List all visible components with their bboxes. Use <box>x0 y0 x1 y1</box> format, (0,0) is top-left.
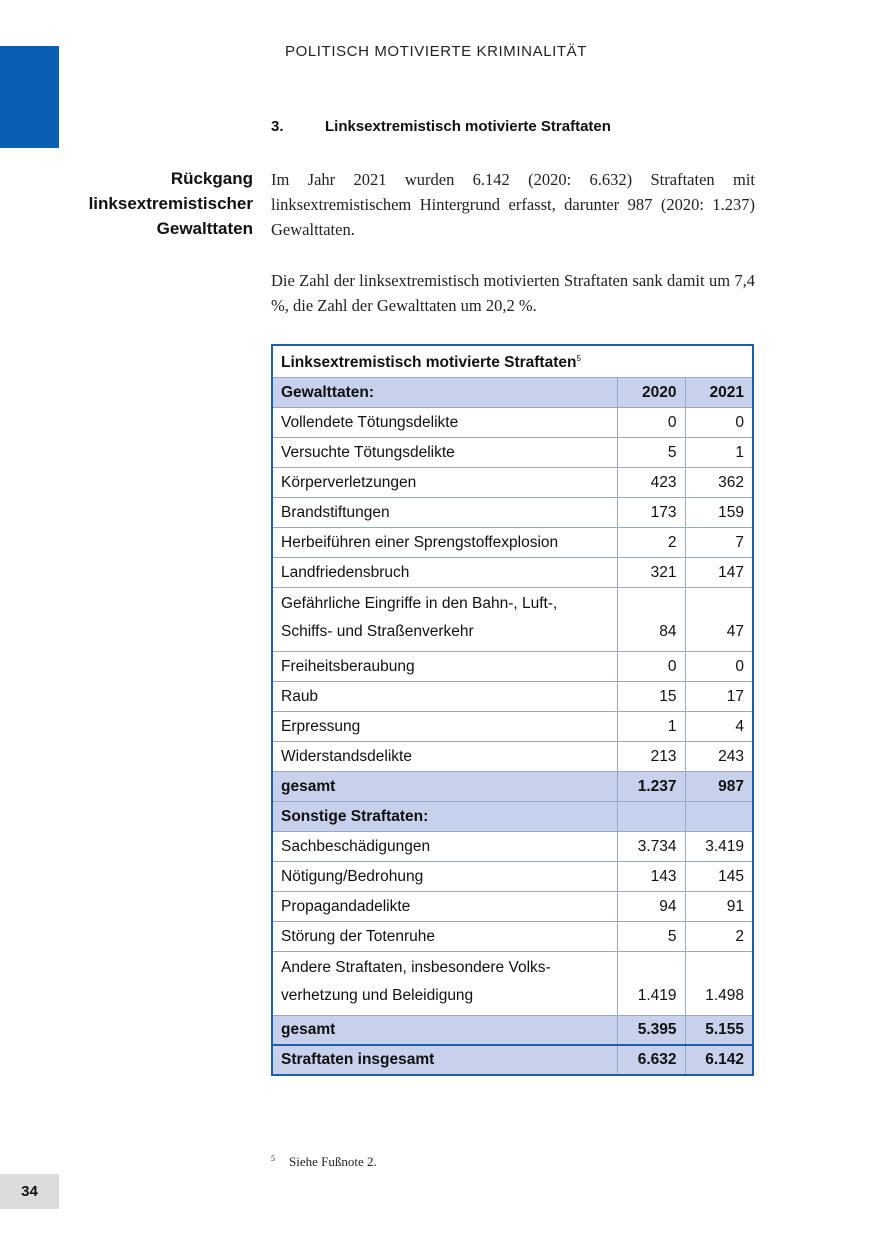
value-2021: 1.498 <box>685 951 753 1015</box>
row-label <box>272 951 617 1015</box>
table-row <box>272 921 753 951</box>
row-label-line: verhetzung und Beleidigung <box>281 986 474 1004</box>
row-label: Straftaten insgesamt <box>272 1045 617 1075</box>
table-row <box>272 861 753 891</box>
table-row <box>272 711 753 741</box>
column-header-2020: 2020 <box>617 377 685 407</box>
row-label: Landfriedensbruch <box>272 557 617 587</box>
footnote-reference: 5 <box>576 353 581 363</box>
value-2021: 1 <box>685 437 753 467</box>
value-2020: 321 <box>617 557 685 587</box>
section-number: 3. <box>271 118 284 135</box>
row-label: Brandstiftungen <box>272 497 617 527</box>
table-row <box>272 587 753 651</box>
value-2020: 0 <box>617 407 685 437</box>
empty-header-cell <box>685 801 753 831</box>
row-label: Versuchte Tötungsdelikte <box>272 437 617 467</box>
body-paragraph: Im Jahr 2021 wurden 6.142 (2020: 6.632) Straftaten mit linksextremistischem Hintergrund erfasst, darunter 987 (2020: 1.237) Gewalttaten. <box>271 170 755 239</box>
row-label: Körperverletzungen <box>272 467 617 497</box>
row-label-line: Gefährliche Eingriffe in den Bahn-, Luft-, <box>281 594 558 612</box>
value-2020: 5 <box>617 921 685 951</box>
value-2021: 91 <box>685 891 753 921</box>
row-label-line: Schiffs- und Straßenverkehr <box>281 622 474 640</box>
row-label: Störung der Totenruhe <box>272 921 617 951</box>
value-2020: 94 <box>617 891 685 921</box>
page-number: 34 <box>0 1174 59 1209</box>
subtotal-row <box>272 771 753 801</box>
chapter-color-tab <box>0 46 59 148</box>
row-label: gesamt <box>272 771 617 801</box>
value-2021: 147 <box>685 557 753 587</box>
margin-note <box>53 166 253 241</box>
footnote <box>271 1154 377 1170</box>
value-2021: 6.142 <box>685 1045 753 1075</box>
value-2021: 17 <box>685 681 753 711</box>
table-row <box>272 497 753 527</box>
value-2020: 173 <box>617 497 685 527</box>
value-2020: 213 <box>617 741 685 771</box>
row-label-line: Andere Straftaten, insbesondere Volks- <box>281 958 551 976</box>
running-head: POLITISCH MOTIVIERTE KRIMINALITÄT <box>284 43 588 60</box>
row-label: gesamt <box>272 1015 617 1045</box>
row-label: Widerstandsdelikte <box>272 741 617 771</box>
value-2020: 0 <box>617 651 685 681</box>
value-2020: 1.237 <box>617 771 685 801</box>
grand-total-row <box>272 1045 753 1075</box>
value-2021: 987 <box>685 771 753 801</box>
body-paragraph: Die Zahl der linksextremistisch motivierten Straftaten sank damit um 7,4 %, die Zahl der Gewalttaten um 20,2 %. <box>271 271 755 315</box>
subtotal-row <box>272 1015 753 1045</box>
table-row <box>272 407 753 437</box>
value-2021: 243 <box>685 741 753 771</box>
row-label: Nötigung/Bedrohung <box>272 861 617 891</box>
value-2020: 6.632 <box>617 1045 685 1075</box>
value-2021: 5.155 <box>685 1015 753 1045</box>
table-row <box>272 527 753 557</box>
margin-note-line: linksextremistischer <box>88 194 253 213</box>
value-2021: 3.419 <box>685 831 753 861</box>
value-2020: 5.395 <box>617 1015 685 1045</box>
value-2020: 423 <box>617 467 685 497</box>
footnote-mark: 5 <box>271 1154 275 1163</box>
footnote-text: Siehe Fußnote 2. <box>289 1154 377 1169</box>
table-row <box>272 681 753 711</box>
table-row <box>272 437 753 467</box>
value-2021: 0 <box>685 407 753 437</box>
section-title: Linksextremistisch motivierte Straftaten <box>325 118 611 135</box>
value-2021: 0 <box>685 651 753 681</box>
row-label: Herbeiführen einer Sprengstoffexplosion <box>272 527 617 557</box>
table-row <box>272 651 753 681</box>
value-2020: 5 <box>617 437 685 467</box>
table-group-label: Gewalttaten: <box>272 377 617 407</box>
value-2020: 84 <box>617 587 685 651</box>
table-row <box>272 741 753 771</box>
row-label: Sachbeschädigungen <box>272 831 617 861</box>
table-row <box>272 891 753 921</box>
table-title-text: Linksextremistisch motivierte Straftaten <box>281 353 577 371</box>
empty-header-cell <box>617 801 685 831</box>
section-heading <box>271 118 611 135</box>
value-2021: 145 <box>685 861 753 891</box>
table-row <box>272 831 753 861</box>
row-label: Freiheitsberaubung <box>272 651 617 681</box>
value-2021: 7 <box>685 527 753 557</box>
value-2020: 1.419 <box>617 951 685 1015</box>
column-header-2021: 2021 <box>685 377 753 407</box>
value-2020: 2 <box>617 527 685 557</box>
value-2021: 2 <box>685 921 753 951</box>
table-header-row <box>272 801 753 831</box>
table-title-row <box>272 345 753 377</box>
row-label <box>272 587 617 651</box>
table-title <box>272 345 753 377</box>
table-header-row <box>272 377 753 407</box>
value-2021: 159 <box>685 497 753 527</box>
value-2021: 4 <box>685 711 753 741</box>
value-2021: 47 <box>685 587 753 651</box>
value-2020: 143 <box>617 861 685 891</box>
table-row <box>272 467 753 497</box>
value-2020: 1 <box>617 711 685 741</box>
table-row <box>272 557 753 587</box>
row-label: Propagandadelikte <box>272 891 617 921</box>
value-2020: 15 <box>617 681 685 711</box>
margin-note-line: Rückgang <box>170 169 253 188</box>
row-label: Erpressung <box>272 711 617 741</box>
statistics-table <box>271 344 754 1076</box>
table-row <box>272 951 753 1015</box>
value-2021: 362 <box>685 467 753 497</box>
row-label: Raub <box>272 681 617 711</box>
margin-note-line: Gewalttaten <box>156 219 253 238</box>
value-2020: 3.734 <box>617 831 685 861</box>
row-label: Vollendete Tötungsdelikte <box>272 407 617 437</box>
table-group-label: Sonstige Straftaten: <box>272 801 617 831</box>
